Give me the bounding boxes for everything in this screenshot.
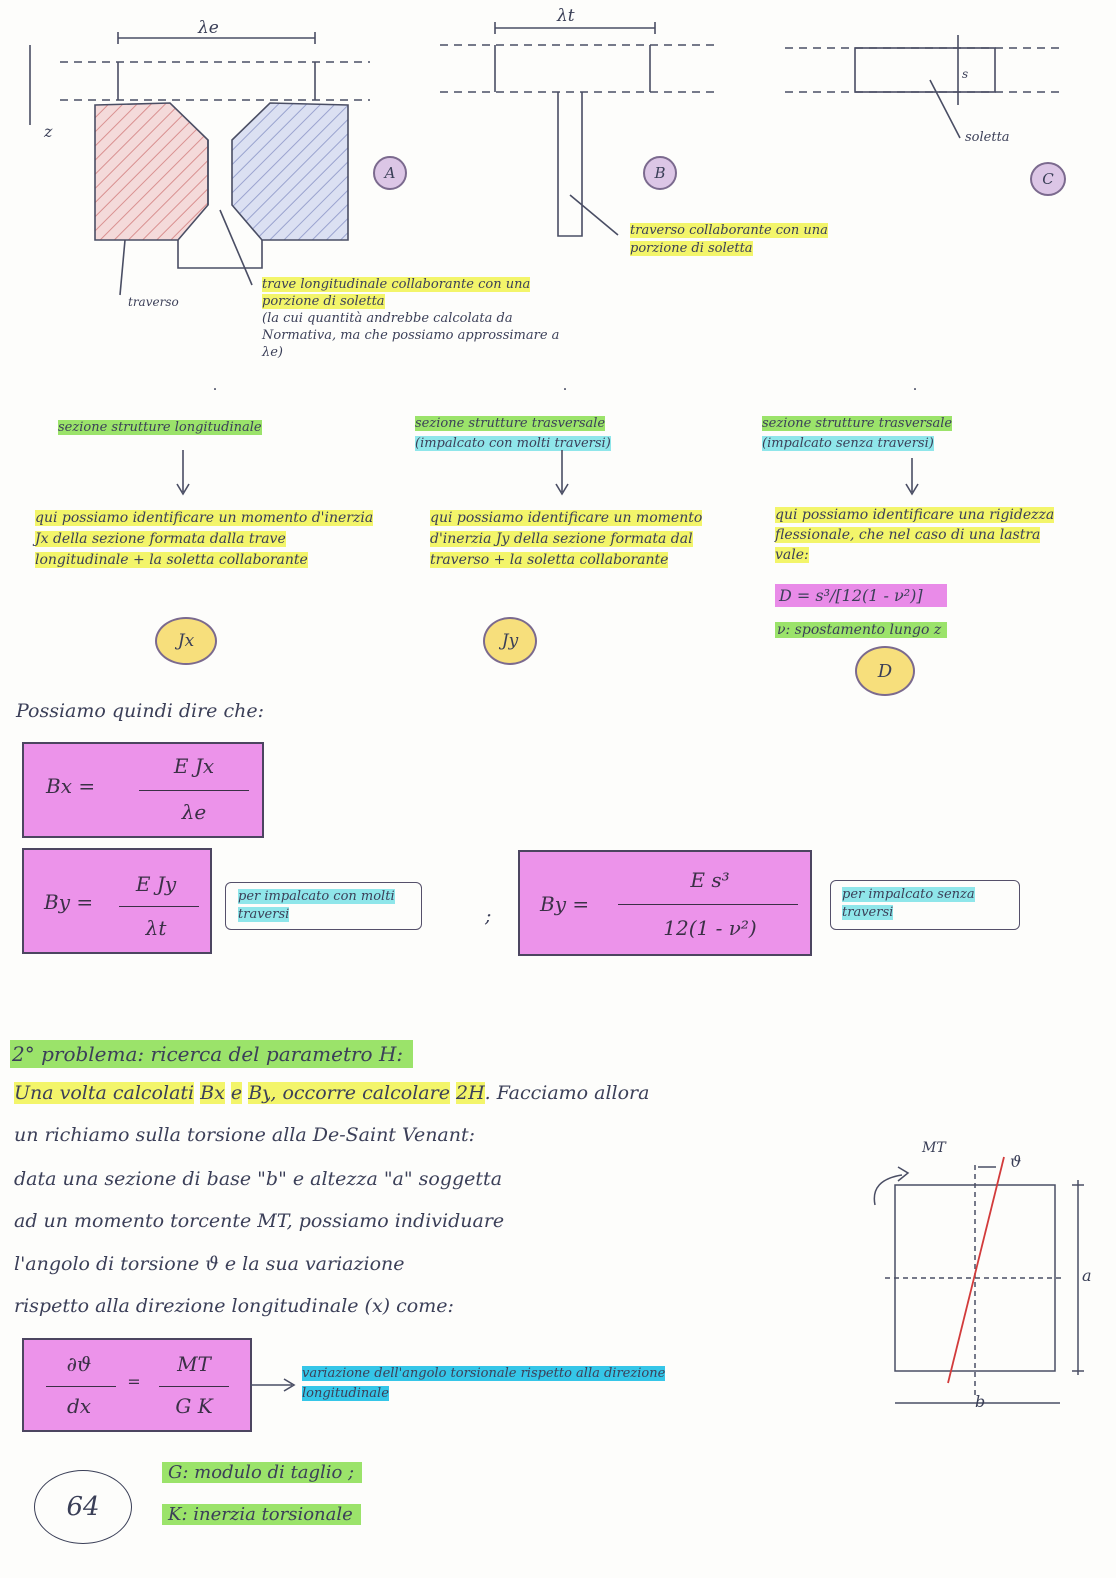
section2-line4: ad un momento torcente MT, possiamo individuare (14, 1210, 505, 1232)
traverso-coll-text: traverso collaborante con una porzione di soletta (630, 223, 828, 256)
circle-jx: Jx (155, 617, 217, 665)
col3-formula (775, 586, 947, 606)
section2-line1 (14, 1082, 649, 1104)
bx-fraction-line (139, 790, 249, 791)
line1-part-by: By (248, 1082, 271, 1104)
intro-text: Possiamo quindi dire che: (16, 700, 264, 722)
label-s: s (962, 67, 969, 81)
col3-title-text: sezione strutture trasversale (762, 416, 953, 431)
line1-part-e: e (230, 1082, 243, 1104)
col1-text (35, 508, 375, 571)
eq-equals: = (127, 1372, 141, 1391)
equation-note (302, 1364, 682, 1404)
label-trave-longitudinale (262, 276, 572, 361)
k-definition (162, 1504, 361, 1525)
line1-part-a: Una volta calcolati (14, 1082, 195, 1104)
col3-nu (775, 620, 947, 640)
formula-semicolon: ; (485, 905, 492, 927)
eq-line-right (159, 1386, 229, 1387)
label-soletta: soletta (965, 130, 1010, 145)
axis-label-z: z (44, 122, 53, 141)
col2-sub-text: (impalcato con molti traversi) (415, 436, 611, 451)
circle-c: C (1030, 162, 1066, 196)
line1-part-facciamo: . Facciamo allora (484, 1082, 650, 1104)
section2-heading-text: 2° problema: ricerca del parametro H: (10, 1040, 413, 1068)
by1-lhs: By = (44, 890, 94, 914)
torsion-a-label: a (1082, 1266, 1092, 1285)
section2-line6: rispetto alla direzione longitudinale (x) come: (14, 1295, 454, 1317)
k-def-k: K: inerzia torsionale (162, 1504, 361, 1525)
circle-a: A (373, 156, 407, 190)
circle-b: B (643, 156, 677, 190)
col3-sub-text: (impalcato senza traversi) (762, 436, 934, 451)
section2-heading (10, 1042, 413, 1066)
torsion-figure (860, 1135, 1100, 1425)
width-label-le: λe (198, 18, 219, 38)
col3-formula-text: D = s³/[12(1 - ν²)] (775, 584, 947, 607)
col1-text-content: qui possiamo identificare un momento d'inerzia Jx della sezione formata dalla trave longitudinale + la soletta collaborante (35, 510, 374, 568)
section2-line3: data una sezione di base "b" e altezza "a" soggetta (14, 1168, 503, 1190)
by2-note-text: per impalcato senza traversi (842, 887, 975, 920)
by2-note (842, 886, 1007, 922)
torsion-equation-box (22, 1338, 252, 1432)
by2-num: E s³ (690, 868, 730, 892)
g-def-g: G: modulo di taglio ; (162, 1462, 362, 1483)
by2-formula-box (518, 850, 812, 956)
eq-num-left: ∂ϑ (66, 1352, 92, 1376)
col3-text-content: qui possiamo identificare una rigidezza flessionale, che nel caso di una lastra vale: (775, 507, 1055, 563)
by1-note (238, 888, 408, 924)
line1-part-occorre: , occorre calcolare (270, 1082, 450, 1104)
col2-title-text: sezione strutture trasversale (415, 416, 606, 431)
col2-text-content: qui possiamo identificare un momento d'inerzia Jy della sezione formata dal traverso + la soletta collaborante (430, 510, 703, 568)
line1-part-bx: Bx (200, 1082, 225, 1104)
section2-line5: l'angolo di torsione ϑ e la sua variazione (14, 1253, 405, 1275)
trave-long-text: trave longitudinale collaborante con una porzione di soletta (262, 277, 531, 309)
torsion-mt-label: MT (922, 1140, 946, 1156)
width-label-lt: λt (557, 6, 575, 26)
label-traverso-collaborante (630, 222, 835, 258)
by2-fraction-line (618, 904, 798, 905)
circle-d: D (855, 646, 915, 696)
line1-part-2h: 2H (455, 1082, 485, 1104)
col3-nu-text: ν: spostamento lungo z (775, 622, 947, 638)
section2-line2: un richiamo sulla torsione alla De-Saint Venant: (14, 1124, 476, 1146)
col1-title-text: sezione strutture longitudinale (58, 420, 262, 435)
torsion-b-label: b (975, 1392, 986, 1411)
label-traverso: traverso (128, 295, 179, 309)
by1-den: λt (145, 916, 167, 940)
eq-den-right: G K (175, 1394, 213, 1418)
bx-num: E Jx (173, 754, 215, 778)
eq-den-left: dx (66, 1394, 92, 1418)
by2-lhs: By = (540, 892, 590, 916)
by2-den: 12(1 - ν²) (663, 916, 757, 940)
equation-note-text: variazione dell'angolo torsionale rispetto alla direzione longitudinale (302, 1366, 666, 1401)
torsion-theta-label: ϑ (1010, 1152, 1022, 1171)
page-number-text: 64 (66, 1492, 100, 1522)
equation-arrow (248, 1375, 298, 1395)
by1-note-text: per impalcato con molti traversi (238, 889, 395, 922)
by1-formula-box (22, 848, 212, 954)
bx-lhs: Bx = (46, 774, 96, 798)
by1-fraction-line (119, 906, 199, 907)
eq-line-left (46, 1386, 116, 1387)
col2-text (430, 508, 730, 571)
circle-jy: Jy (483, 617, 537, 665)
col1-title (58, 418, 378, 438)
trave-long-note: (la cui quantità andrebbe calcolata da Normativa, ma che possiamo approssimare a λe) (262, 311, 560, 360)
page-number (34, 1470, 132, 1544)
g-definition (162, 1462, 362, 1483)
by1-num: E Jy (135, 872, 177, 896)
eq-num-right: MT (177, 1352, 211, 1376)
bx-den: λe (181, 800, 207, 824)
bx-formula-box (22, 742, 264, 838)
col3-text (775, 505, 1065, 565)
column-arrows (0, 440, 1116, 500)
